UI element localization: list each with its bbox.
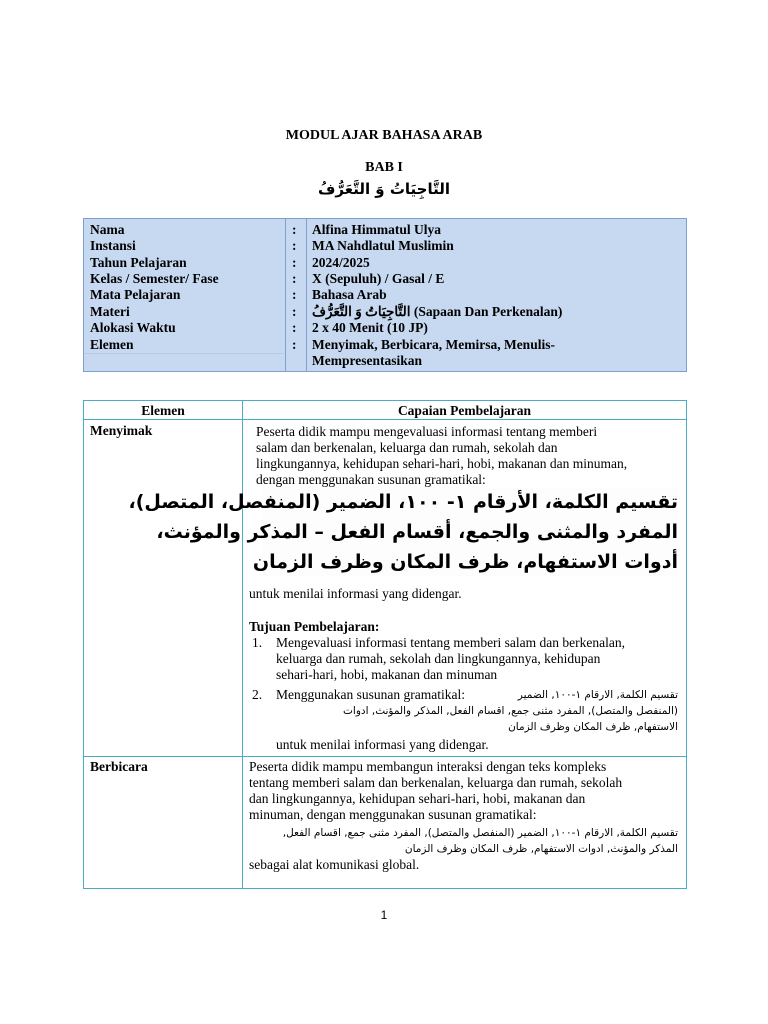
label-elemen: Elemen	[90, 337, 134, 352]
text-line: tentang memberi salam dan berkenalan, keluarga dan rumah, sekolah	[249, 775, 623, 790]
colon: :	[292, 238, 297, 253]
header-elemen: Elemen	[141, 403, 185, 418]
value-mata-pelajaran: Bahasa Arab	[312, 287, 387, 302]
competency-table	[83, 400, 687, 889]
menyimak-after-text: untuk menilai informasi yang didengar.	[249, 586, 462, 601]
identity-table	[83, 218, 687, 372]
arabic-line: تقسيم الكلمة، الأرقام ١- ١٠٠، الضمير (المنفصل، المتصل)،	[128, 491, 678, 513]
goal-after-text: untuk menilai informasi yang didengar.	[276, 737, 489, 752]
row-divider	[84, 353, 284, 354]
value-kelas: X (Sepuluh) / Gasal / E	[312, 271, 445, 286]
colon: :	[292, 271, 297, 286]
colon: :	[292, 320, 297, 335]
identity-label-column	[84, 219, 284, 371]
identity-colon-column	[285, 219, 307, 371]
arabic-line: أدوات الاستفهام، ظرف المكان وظرف الزمان	[252, 551, 678, 573]
goal-arabic-line: الاستفهام, ظرف المكان وظرف الزمان	[508, 721, 678, 733]
learning-goals-title: Tujuan Pembelajaran:	[249, 619, 380, 634]
chapter-title: BAB I	[365, 160, 403, 175]
label-alokasi-waktu: Alokasi Waktu	[90, 320, 176, 335]
text-line: Peserta didik mampu mengevaluasi informasi tentang memberi	[256, 424, 598, 439]
menyimak-description	[256, 424, 672, 488]
goal-arabic-line: (المنفصل والمتصل), المفرد مثنى جمع, اقسام الفعل, المذكر والمؤنث, ادوات	[343, 705, 678, 717]
text-line: salam dan berkenalan, keluarga dan rumah, sekolah dan	[256, 440, 558, 455]
text-line: Peserta didik mampu membangun interaksi dengan teks kompleks	[249, 759, 607, 774]
berbicara-arabic-line: تقسيم الكلمة, الارقام ١-١٠٠, الضمير (المنفصل والمتصل), المفرد مثنى جمع, اقسام الفعل,	[282, 827, 678, 839]
goal-lead: Menggunakan susunan gramatikal:	[276, 687, 465, 702]
berbicara-description	[249, 759, 678, 823]
text-line: dan lingkungannya, kehidupan sehari-hari, hobi, makanan dan	[249, 791, 586, 806]
arabic-grammar-image	[128, 487, 678, 577]
goal-arabic-inline: تقسيم الكلمة, الارقام ١-١٠٠, الضمير	[517, 689, 678, 701]
label-tahun-pelajaran: Tahun Pelajaran	[90, 255, 187, 270]
value-elemen-continued: Mempresentasikan	[312, 353, 422, 368]
text-line: minuman, dengan menggunakan susunan gramatikal:	[249, 807, 537, 822]
element-berbicara-label: Berbicara	[90, 759, 148, 774]
colon: :	[292, 337, 297, 352]
text-line: dengan menggunakan susunan gramatikal:	[256, 472, 486, 487]
value-alokasi-waktu: 2 x 40 Menit (10 JP)	[312, 320, 428, 335]
label-mata-pelajaran: Mata Pelajaran	[90, 287, 181, 302]
text-line: sehari-hari, hobi, makanan dan minuman	[276, 667, 498, 682]
label-materi: Materi	[90, 304, 130, 319]
text-line: lingkungannya, kehidupan sehari-hari, hobi, makanan dan minuman,	[256, 456, 628, 471]
label-instansi: Instansi	[90, 238, 136, 253]
learning-goal-2	[252, 687, 678, 753]
element-menyimak-label: Menyimak	[90, 423, 153, 438]
colon: :	[292, 287, 297, 302]
value-elemen: Menyimak, Berbicara, Memirsa, Menulis-	[312, 337, 555, 352]
goal-number: 1.	[252, 635, 263, 650]
page-number: 1	[380, 908, 388, 922]
text-line: keluarga dan rumah, sekolah dan lingkungannya, kehidupan	[276, 651, 601, 666]
column-divider	[242, 401, 243, 888]
berbicara-after-text: sebagai alat komunikasi global.	[249, 857, 420, 872]
label-nama: Nama	[90, 222, 125, 237]
berbicara-arabic-line: المذكر والمؤنث, ادوات الاستفهام, ظرف المكان وظرف الزمان	[404, 843, 678, 855]
colon: :	[292, 304, 297, 319]
value-instansi: MA Nahdlatul Muslimin	[312, 238, 454, 253]
row-divider	[84, 756, 686, 757]
goal-number: 2.	[252, 687, 263, 702]
value-nama: Alfina Himmatul Ulya	[312, 222, 442, 237]
arabic-line: المفرد والمثنى والجمع، أقسام الفعل – المذكر والمؤنث،	[156, 521, 678, 543]
goal-text	[276, 687, 678, 753]
arabic-title: التَّاجِيَاتُ وَ التَّعَرُّفُ	[317, 180, 451, 198]
learning-goal-1	[252, 635, 678, 685]
colon: :	[292, 222, 297, 237]
label-kelas: Kelas / Semester/ Fase	[90, 271, 219, 286]
value-materi: التَّاجِيَاتُ وَ التَّعَرُّفُ (Sapaan Dan Perkenalan)	[312, 304, 563, 319]
colon: :	[292, 255, 297, 270]
goal-text	[276, 635, 678, 683]
value-tahun-pelajaran: 2024/2025	[312, 255, 370, 270]
text-line: Mengevaluasi informasi tentang memberi salam dan berkenalan,	[276, 635, 626, 650]
identity-value-column	[306, 219, 686, 371]
module-title: MODUL AJAR BAHASA ARAB	[285, 128, 483, 143]
header-capaian-pembelajaran: Capaian Pembelajaran	[397, 403, 532, 418]
